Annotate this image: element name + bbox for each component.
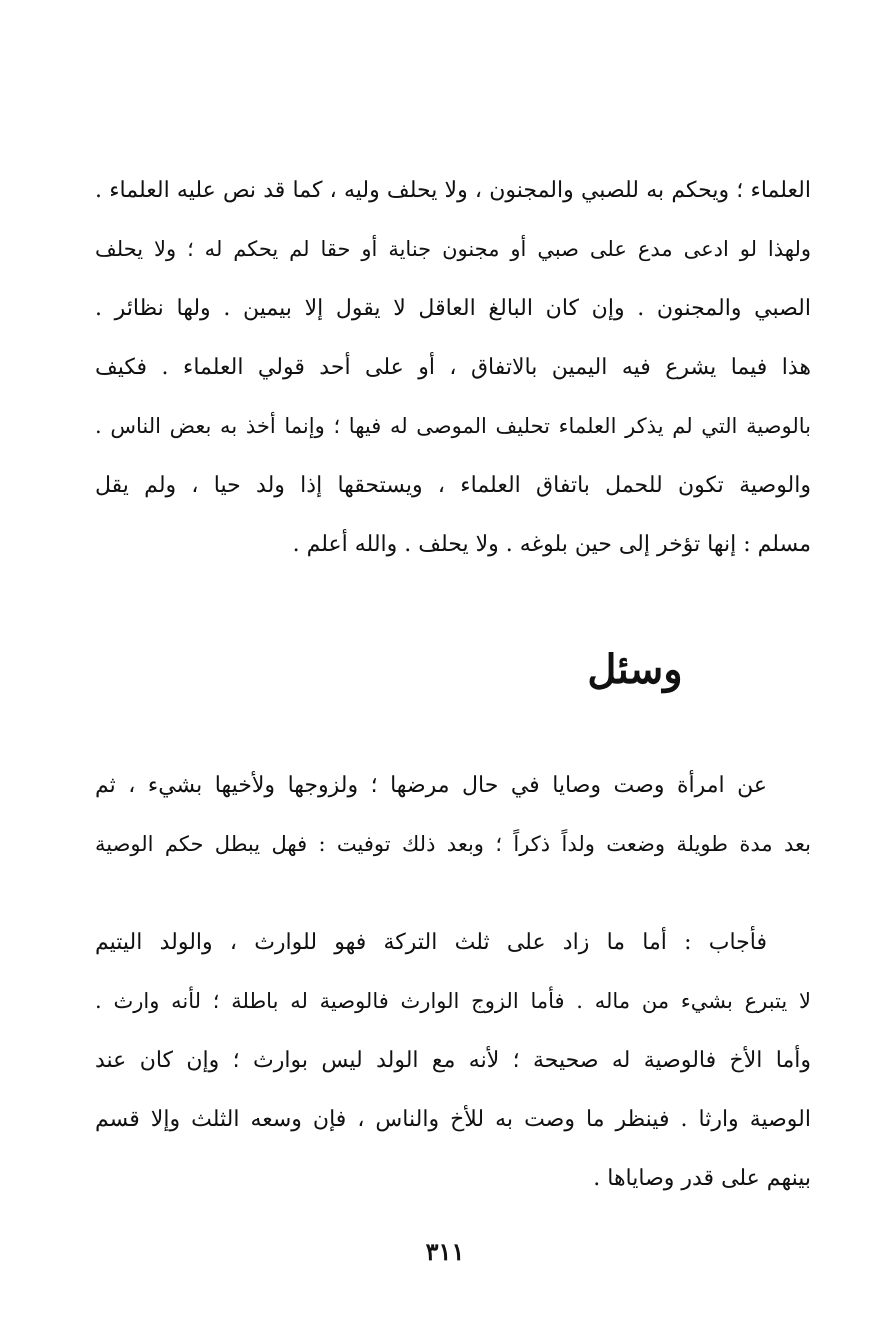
text-line: الصبي والمجنون . وإن كان البالغ العاقل لا يقول إلا بيمين . ولها نظائر . bbox=[95, 296, 811, 321]
text-line: فأجاب : أما ما زاد على ثلث التركة فهو للوارث ، والولد اليتيم bbox=[95, 930, 767, 955]
text-line: هذا فيما يشرع فيه اليمين بالاتفاق ، أو على أحد قولي العلماء . فكيف bbox=[95, 355, 811, 380]
text-line: بعد مدة طويلة وضعت ولداً ذكراً ؛ وبعد ذلك توفيت : فهل يبطل حكم الوصية bbox=[95, 832, 811, 856]
text-line: بينهم على قدر وصاياها . bbox=[593, 1166, 811, 1191]
text-line: عن امرأة وصت وصايا في حال مرضها ؛ ولزوجها ولأخيها بشيء ، ثم bbox=[95, 773, 767, 798]
page-number: ٣١١ bbox=[425, 1237, 465, 1266]
paragraph-1 bbox=[95, 161, 811, 574]
question-paragraph bbox=[95, 756, 811, 874]
text-line: العلماء ؛ ويحكم به للصبي والمجنون ، ولا يحلف وليه ، كما قد نص عليه العلماء . bbox=[95, 178, 811, 203]
text-line: الوصية وارثا . فينظر ما وصت به للأخ والناس ، فإن وسعه الثلث وإلا قسم bbox=[95, 1107, 811, 1132]
text-line: بالوصية التي لم يذكر العلماء تحليف الموصى له فيها ؛ وإنما أخذ به بعض الناس . bbox=[95, 414, 811, 438]
answer-paragraph bbox=[95, 913, 811, 1208]
text-line: لا يتبرع بشيء من ماله . فأما الزوج الوارث فالوصية له باطلة ؛ لأنه وارث . bbox=[95, 989, 811, 1013]
text-line: وأما الأخ فالوصية له صحيحة ؛ لأنه مع الولد ليس بوارث ؛ وإن كان عند bbox=[95, 1048, 811, 1073]
text-line: مسلم : إنها تؤخر إلى حين بلوغه . ولا يحلف . والله أعلم . bbox=[292, 532, 811, 557]
text-line: والوصية تكون للحمل باتفاق العلماء ، ويستحقها إذا ولد حيا ، ولم يقل bbox=[95, 473, 811, 498]
text-line: ولهذا لو ادعى مدع على صبي أو مجنون جناية أو حقا لم يحكم له ؛ ولا يحلف bbox=[95, 237, 811, 261]
section-heading: وسئل bbox=[587, 646, 683, 693]
